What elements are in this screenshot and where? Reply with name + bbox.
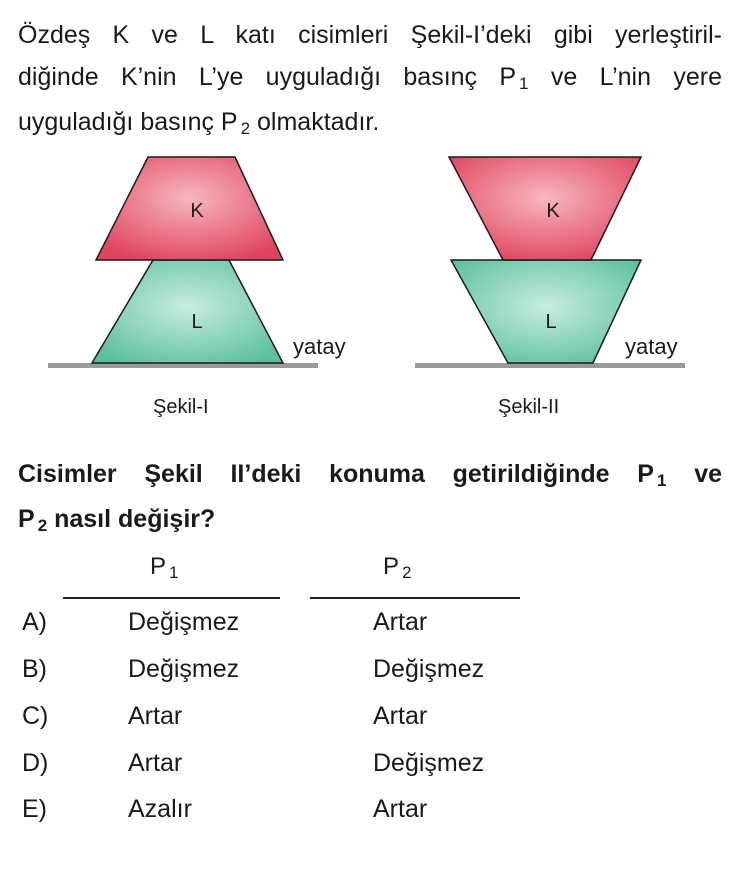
option-p1: Azalır	[128, 795, 192, 823]
column-rule-p2	[310, 597, 520, 599]
option-letter: E)	[22, 795, 47, 823]
option-p1: Artar	[128, 702, 183, 730]
question-line-1: Cisimler Şekil II’deki konuma getirildiğinde P $_1$ ve	[18, 460, 723, 490]
option-p2: Değişmez	[373, 749, 485, 777]
column-header-p2: P $_2$	[383, 553, 412, 582]
question-line-2: P $_2$ nasıl değişir?	[18, 505, 216, 535]
option-letter: B)	[22, 655, 47, 683]
option-p2: Değişmez	[373, 655, 485, 683]
l-label-2: L	[545, 311, 557, 333]
ground-label-2: yatay	[625, 334, 678, 359]
option-letter: D)	[22, 749, 49, 777]
option-p1: Değişmez	[128, 655, 240, 683]
option-p2: Artar	[373, 795, 428, 823]
ground-label-1: yatay	[293, 334, 346, 359]
l-label-1: L	[191, 311, 203, 333]
intro-line-1: Özdeş K ve L katı cisimleri Şekil-I’deki gibi yerleştiril-	[18, 21, 722, 49]
caption-figure-2: Şekil-II	[498, 396, 560, 418]
intro-line-2: diğinde K’nin L’ye uyguladığı basınç P $_1$ ve L’nin yere	[18, 63, 722, 93]
block-l-1	[92, 260, 283, 363]
option-p1: Artar	[128, 749, 183, 777]
question	[18, 453, 722, 543]
option-p1: Değişmez	[128, 608, 240, 636]
intro-line-3: uyguladığı basınç P $_2$ olmaktadır.	[18, 108, 380, 138]
column-header-p1: P $_1$	[150, 553, 179, 582]
column-rule-p1	[63, 597, 280, 599]
option-p2: Artar	[373, 608, 428, 636]
option-letter: C)	[22, 702, 49, 730]
option-letter: A)	[22, 608, 47, 636]
block-k-2	[449, 157, 641, 260]
option-p2: Artar	[373, 702, 428, 730]
figure-1	[48, 157, 318, 368]
k-label-2: K	[546, 200, 560, 222]
k-label-1: K	[190, 200, 204, 222]
caption-figure-1: Şekil-I	[153, 396, 209, 418]
figure	[0, 150, 742, 430]
intro-paragraph	[18, 14, 722, 146]
